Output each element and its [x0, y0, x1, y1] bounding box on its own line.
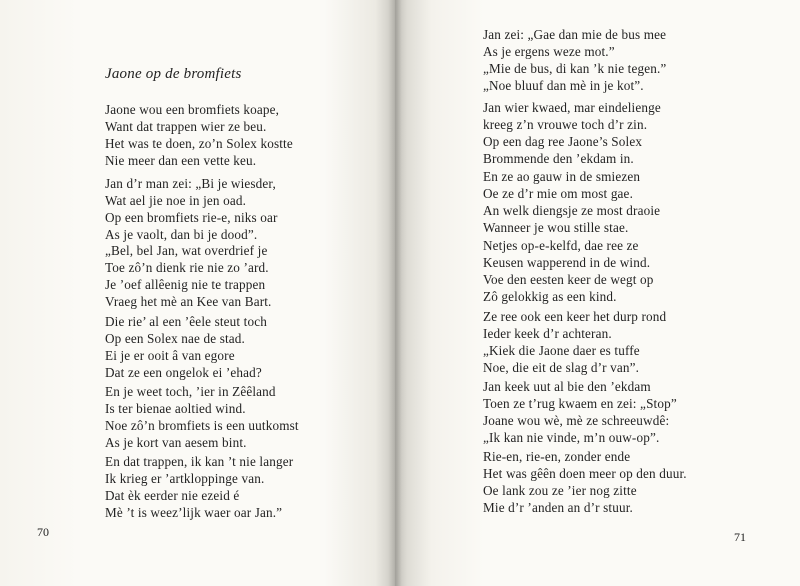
stanza	[483, 237, 654, 305]
poem-line: Je ’oef allêenig nie te trappen	[105, 277, 266, 292]
stanza	[105, 242, 272, 310]
stanza	[105, 175, 278, 243]
poem-line: „Kiek die Jaone daer es tuffe	[483, 343, 640, 358]
poem-line: Mie d’r ’anden an d’r stuur.	[483, 500, 633, 515]
poem-line: Want dat trappen wier ze beu.	[105, 119, 267, 134]
poem-line: En je weet toch, ’ier in Zêêland	[105, 384, 276, 399]
poem-line: An welk diengsje ze most draoie	[483, 203, 661, 218]
poem-line: Brommende den ’ekdam in.	[483, 151, 634, 166]
poem-line: En ze ao gauw in de smiezen	[483, 169, 641, 184]
poem-title: Jaone op de bromfiets	[105, 66, 242, 82]
poem-line: Joane wou wè, mè ze schreeuwdê:	[483, 413, 670, 428]
poem-line: Netjes op-e-kelfd, dae ree ze	[483, 238, 639, 253]
poem-line: Jan zei: „Gae dan mie de bus mee	[483, 27, 667, 42]
poem-line: Het was te doen, zo’n Solex kostte	[105, 136, 293, 151]
poem-line: Oe ze d’r mie om most gae.	[483, 186, 634, 201]
stanza	[483, 168, 660, 236]
stanza	[483, 99, 661, 167]
stanza	[105, 101, 293, 169]
poem-line: „Noe bluuf dan mè in je kot”.	[483, 78, 644, 93]
poem-line: Ze ree ook een keer het durp rond	[483, 309, 667, 324]
poem-line: „Bel, bel Jan, wat overdrief je	[105, 243, 268, 258]
poem-line: Op een dag ree Jaone’s Solex	[483, 134, 643, 149]
stanza	[105, 383, 299, 451]
stanza	[105, 313, 267, 381]
poem-line: As je vaolt, dan bi je dood”.	[105, 227, 258, 242]
stanza	[105, 453, 293, 521]
poem-line: „Ik kan nie vinde, m’n ouw-op”.	[483, 430, 660, 445]
poem-line: Die rie’ al een ’êele steut toch	[105, 314, 267, 329]
poem-line: Toen ze t’rug kwaem en zei: „Stop”	[483, 396, 677, 411]
poem-line: Ieder keek d’r achteran.	[483, 326, 612, 341]
poem-line: Noe zô’n bromfiets is een uutkomst	[105, 418, 299, 433]
page-number: 70	[37, 525, 49, 539]
stanza	[483, 308, 666, 376]
poem-line: Mè ’t is weez’lijk waer oar Jan.”	[105, 505, 283, 520]
stanza	[483, 26, 666, 94]
poem-line: Jan wier kwaed, mar eindeliengе	[483, 100, 661, 115]
left-page	[0, 0, 395, 586]
poem-line: Jaone wou een bromfiets koape,	[105, 102, 280, 117]
poem-line: Toe zô’n dienk rie nie zo ’ard.	[105, 260, 269, 275]
poem-line: Wanneer je wou stille stae.	[483, 220, 629, 235]
poem-line: Ei je er ooit â van egore	[105, 348, 235, 363]
poem-line: kreeg z’n vrouwe toch d’r zin.	[483, 117, 648, 132]
poem-line: Oe lank zou ze ’ier nog zitte	[483, 483, 637, 498]
poem-line: Is ter bienae aoltied wind.	[105, 401, 246, 416]
book-gutter	[388, 0, 402, 586]
poem-line: Noe, die eit de slag d’r van”.	[483, 360, 640, 375]
page-number: 71	[734, 530, 746, 544]
right-page	[395, 0, 800, 586]
poem-line: As je ergens weze mot.”	[483, 44, 615, 59]
stanza	[483, 448, 687, 516]
stanza	[483, 378, 677, 446]
poem-line: Voe den eesten keer de wegt op	[483, 272, 654, 287]
poem-line: „Mie de bus, di kan ’k nie tegen.”	[483, 61, 667, 76]
poem-line: Dat èk eerder nie ezeid é	[105, 488, 240, 503]
poem-line: Op een bromfiets rie-e, niks oar	[105, 210, 278, 225]
poem-line: Vraeg het mè an Kee van Bart.	[105, 294, 272, 309]
poem-line: Jan d’r man zei: „Bi je wiesder,	[105, 176, 276, 191]
poem-line: Het was gêên doen meer op den duur.	[483, 466, 687, 481]
poem-line: Rie-en, rie-en, zonder ende	[483, 449, 631, 464]
poem-line: Jan keek uut al bie den ’ekdam	[483, 379, 651, 394]
poem-line: En dat trappen, ik kan ’t nie langer	[105, 454, 294, 469]
poem-line: Wat ael jie noe in jen oad.	[105, 193, 247, 208]
poem-line: Op een Solex nae de stad.	[105, 331, 245, 346]
poem-line: Dat ze een ongelok ei ’ehad?	[105, 365, 262, 380]
poem-line: Zô gelokkig as een kind.	[483, 289, 617, 304]
poem-line: Nie meer dan een vette keu.	[105, 153, 257, 168]
poem-line: As je kort van aesem bint.	[105, 435, 247, 450]
poem-line: Keusen wapperend in de wind.	[483, 255, 651, 270]
poem-line: Ik krieg er ’artkloppinge van.	[105, 471, 265, 486]
